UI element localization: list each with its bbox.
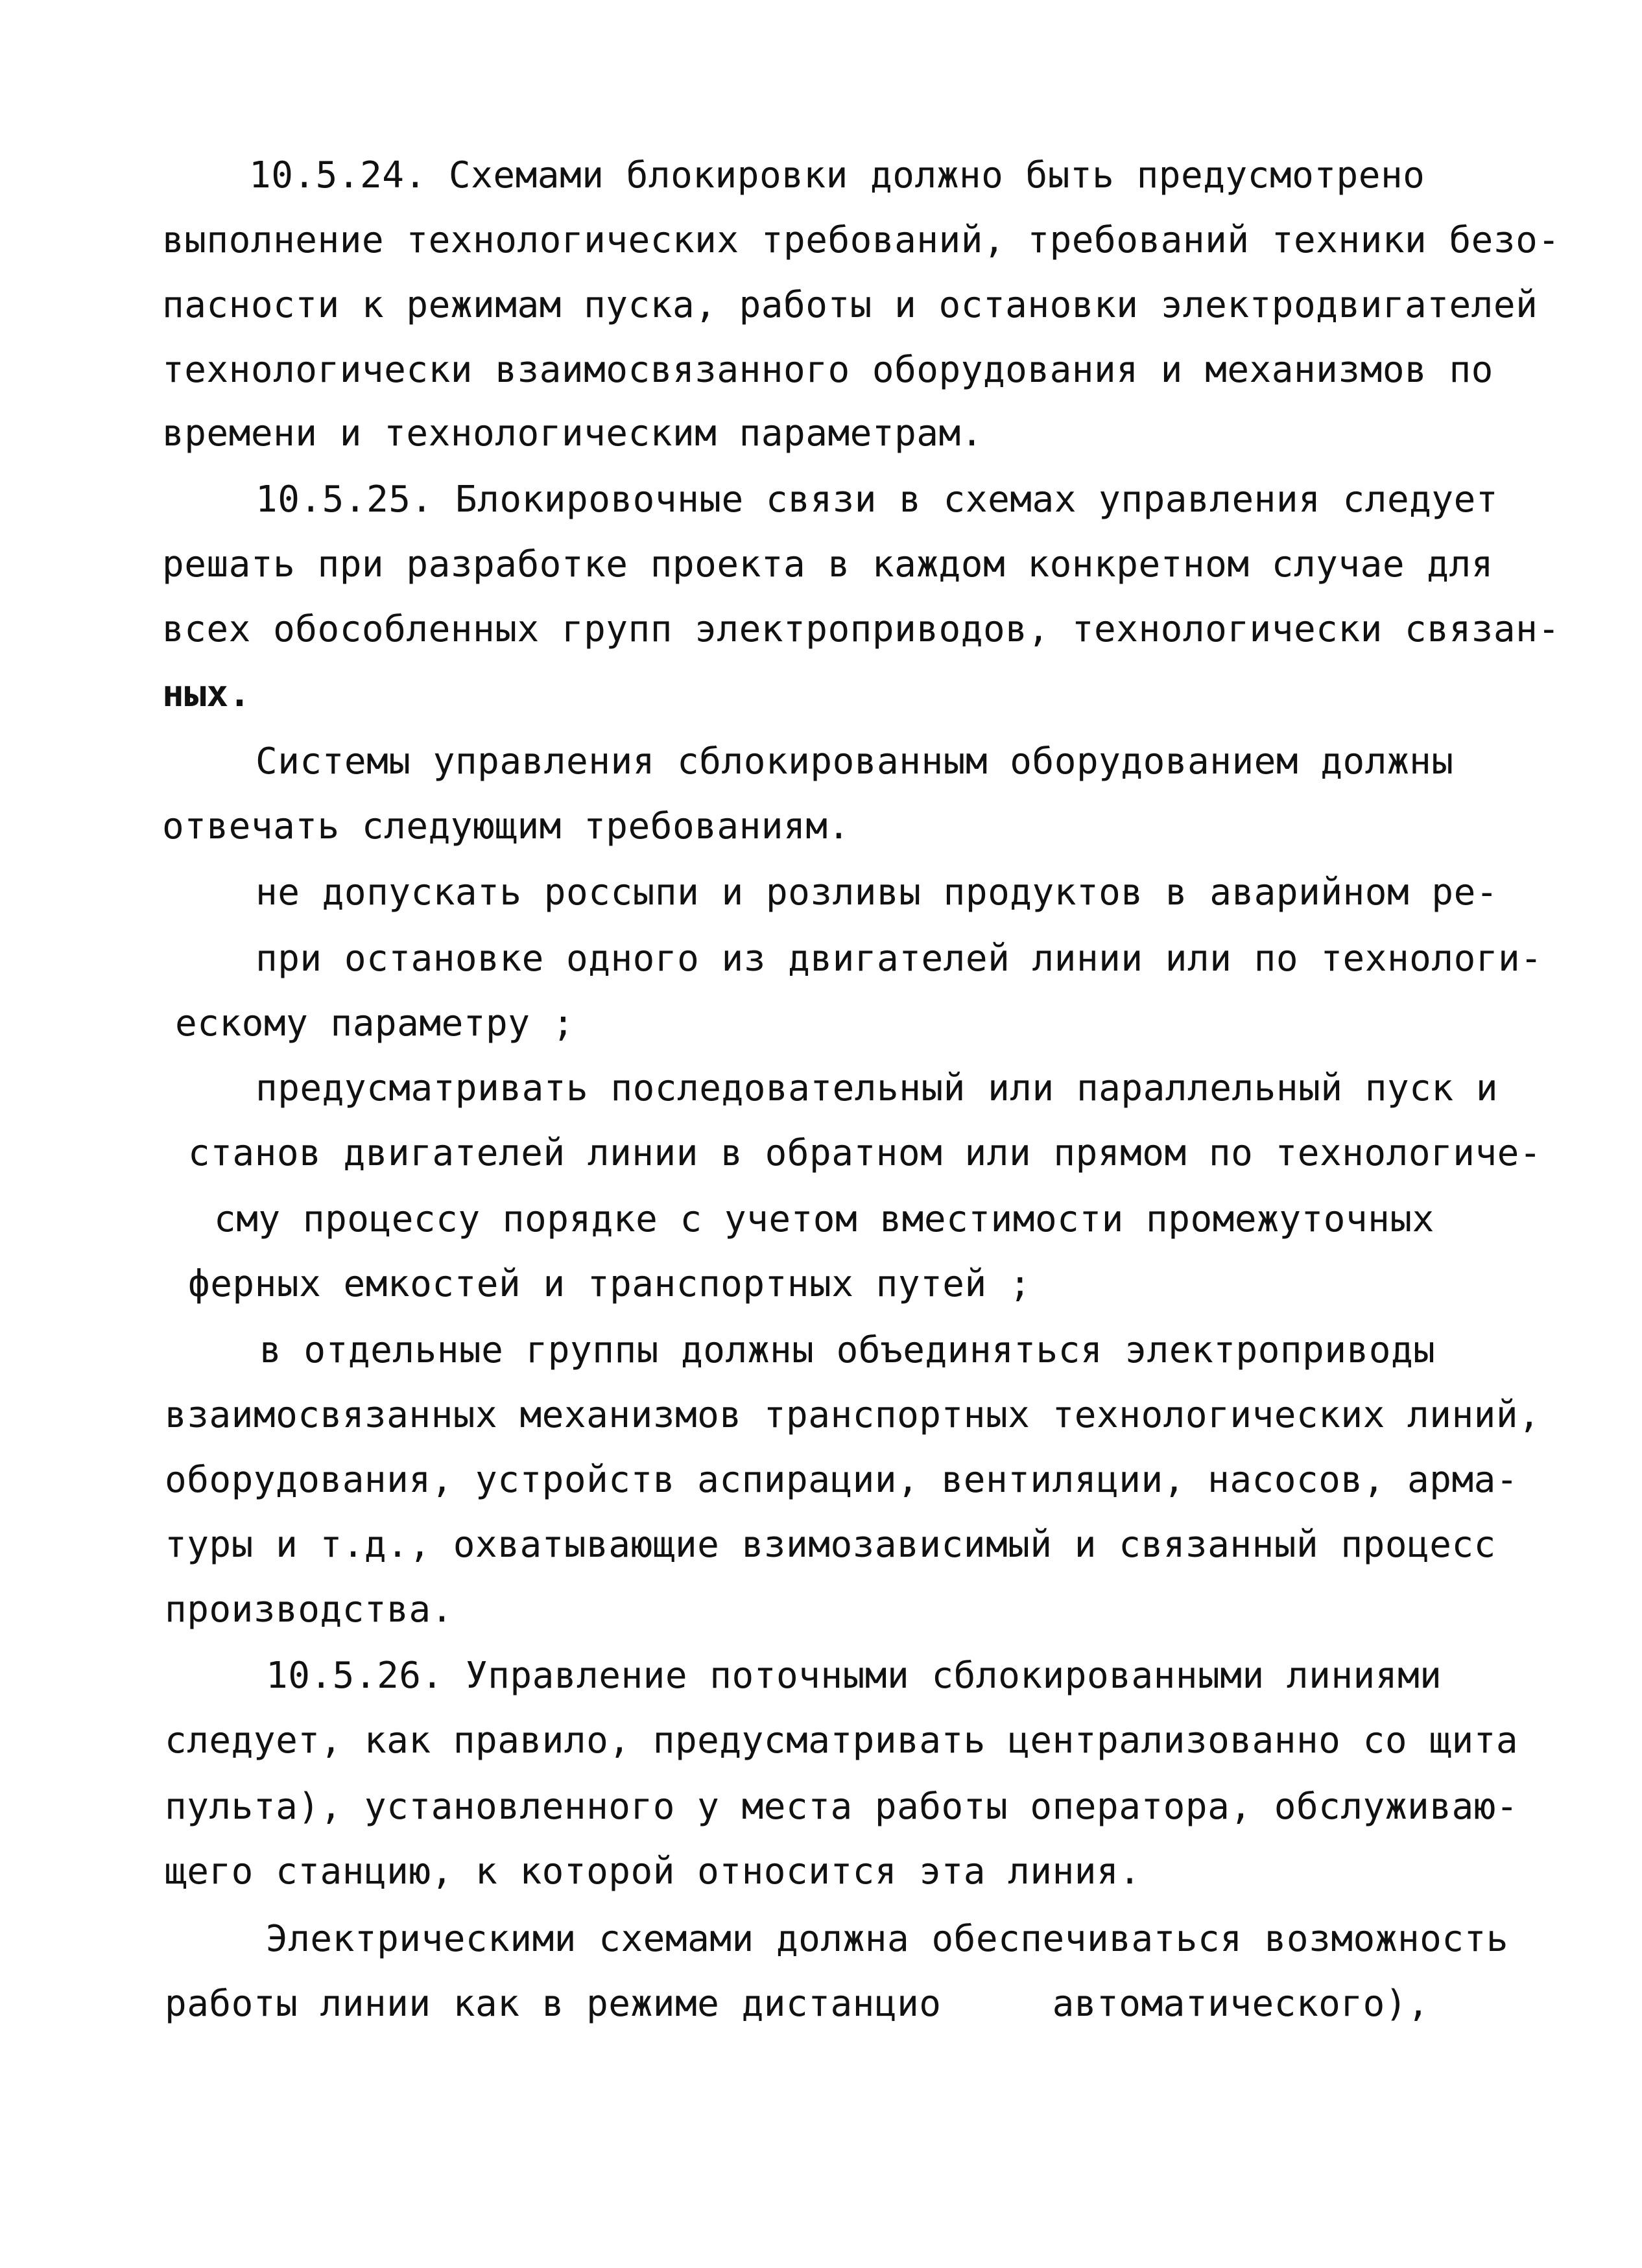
text-line: ескому параметру ; [175,1002,575,1045]
text-line: сму процессу порядке с учетом вместимости промежуточных [214,1198,1434,1240]
text-line: работы линии как в режиме дистанцио автоматического), [165,1983,1430,2025]
text-line: при остановке одного из двигателей линии или по технологи- [256,938,1543,980]
text-line: выполнение технологических требований, требований техники безо- [162,219,1560,261]
text-line: пульта), установленного у места работы оператора, обслуживаю- [165,1786,1519,1828]
text-line: ферных емкостей и транспортных путей ; [188,1263,1032,1305]
text-line: следует, как правило, предусматривать централизованно со щита [165,1719,1519,1762]
text-line: времени и технологическим параметрам. [162,412,983,455]
text-line: предусматривать последовательный или параллельный пуск и [256,1067,1499,1109]
text-line: станов двигателей линии в обратном или прямом по технологиче- [188,1132,1542,1174]
text-line: Электрическими схемами должна обеспечиваться возможность [266,1918,1509,1960]
text-line: технологически взаимосвязанного оборудования и механизмов по [162,349,1493,391]
text-line: пасности к режимам пуска, работы и остановки электродвигателей [162,284,1538,326]
text-line: 10.5.26. Управление поточными сблокированными линиями [266,1655,1442,1697]
text-line: туры и т.д., охватывающие взимозависимый и связанный процесс [165,1524,1496,1566]
text-line: производства. [165,1589,453,1631]
text-line: отвечать следующим требованиям. [162,805,850,847]
text-line: ных. [162,673,251,715]
text-line: оборудования, устройств аспирации, вентиляции, насосов, арма- [165,1459,1519,1501]
text-line: взаимосвязанных механизмов транспортных технологических линий, [165,1394,1541,1436]
text-line: в отдельные группы должны объединяться электроприводы [259,1329,1436,1371]
text-line: решать при разработке проекта в каждом конкретном случае для [162,543,1493,585]
text-line: щего станцию, к которой относится эта линия. [165,1850,1141,1893]
text-line: 10.5.25. Блокировочные связи в схемах управления следует [256,478,1499,521]
text-line: всех обособленных групп электроприводов, технологически связан- [162,608,1560,650]
text-line: не допускать россыпи и розливы продуктов в аварийном ре- [256,871,1499,914]
text-line: Системы управления сблокированным оборудованием должны [256,740,1454,783]
text-line: 10.5.24. Схемами блокировки должно быть предусмотрено [249,154,1425,196]
